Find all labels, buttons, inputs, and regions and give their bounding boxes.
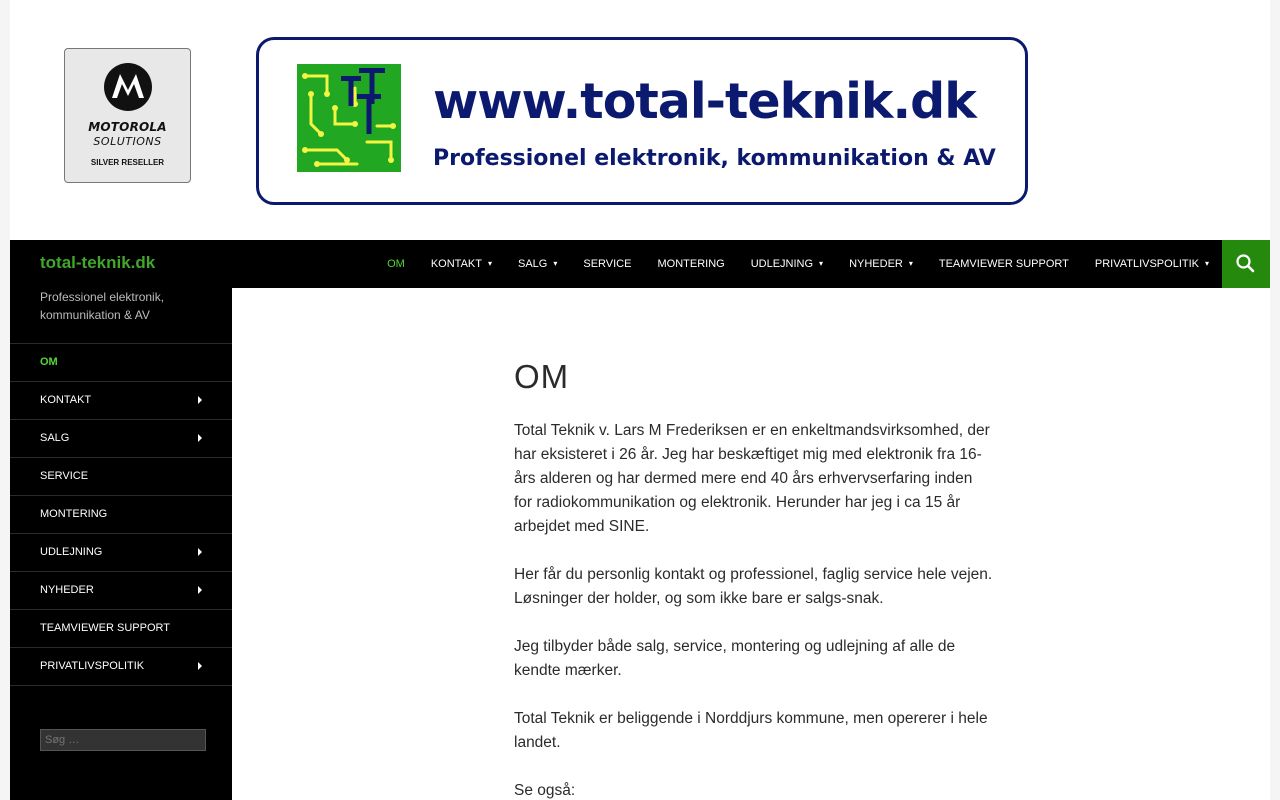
sidebar-item-label: PRIVATLIVSPOLITIK xyxy=(40,660,145,672)
sidebar-item-om[interactable] xyxy=(10,344,232,382)
sidebar-item-label: NYHEDER xyxy=(40,584,94,596)
caret-down-icon: ▾ xyxy=(908,259,913,268)
top-nav-label: TEAMVIEWER SUPPORT xyxy=(938,258,1069,270)
top-nav-item-service[interactable] xyxy=(570,240,644,288)
caret-right-icon[interactable] xyxy=(198,662,202,670)
reseller-sub: SOLUTIONS xyxy=(93,135,162,148)
sidebar-menu xyxy=(10,343,232,686)
header-banner xyxy=(10,0,1270,240)
top-nav-item-salg[interactable] xyxy=(505,240,570,288)
site-title-link[interactable]: total-teknik.dk xyxy=(40,253,156,272)
caret-right-icon[interactable] xyxy=(198,396,202,404)
top-nav-label: UDLEJNING xyxy=(750,258,814,270)
top-nav-item-nyheder[interactable] xyxy=(836,240,926,288)
sidebar-item-service[interactable] xyxy=(10,458,232,496)
sidebar-item-salg[interactable] xyxy=(10,420,232,458)
motorola-reseller-badge[interactable] xyxy=(64,48,191,183)
top-nav-bar xyxy=(10,240,1270,288)
content-paragraph: Her får du personlig kontakt og professionel, faglig service hele vejen. Løsninger der holder, og som ikke bare er salgs-snak. xyxy=(514,566,993,607)
top-nav-label: KONTAKT xyxy=(430,258,482,270)
top-nav-item-montering[interactable] xyxy=(644,240,737,288)
top-nav-label: MONTERING xyxy=(657,258,725,270)
sidebar-item-udlejning[interactable] xyxy=(10,534,232,572)
primary-menu xyxy=(374,240,1222,288)
top-nav-label: SALG xyxy=(518,258,548,270)
caret-down-icon: ▾ xyxy=(1204,259,1209,268)
top-nav-item-udlejning[interactable] xyxy=(738,240,836,288)
top-nav-item-kontakt[interactable] xyxy=(418,240,505,288)
search-toggle-button[interactable] xyxy=(1222,240,1270,288)
sidebar-item-label: OM xyxy=(40,356,58,368)
banner-slogan: Professionel elektronik, kommunikation & AV xyxy=(433,146,996,171)
top-nav-label: OM xyxy=(387,258,405,270)
circuit-board-logo-icon xyxy=(297,64,401,172)
sidebar-item-kontakt[interactable] xyxy=(10,382,232,420)
banner-url: www.total-teknik.dk xyxy=(433,73,976,130)
entry-content xyxy=(514,419,994,800)
search-icon xyxy=(1222,240,1270,288)
site-tagline: Professionel elektronik, kommunikation & AV xyxy=(40,290,165,322)
total-teknik-banner[interactable] xyxy=(256,37,1028,205)
caret-right-icon[interactable] xyxy=(198,548,202,556)
top-nav-item-teamviewer-support[interactable] xyxy=(926,240,1082,288)
sidebar-item-nyheder[interactable] xyxy=(10,572,232,610)
sidebar xyxy=(10,288,232,800)
top-nav-item-om[interactable] xyxy=(374,240,418,288)
page-title: OM xyxy=(514,358,570,395)
reseller-brand: MOTOROLA xyxy=(88,120,167,134)
sidebar-item-label: KONTAKT xyxy=(40,394,92,406)
sidebar-item-label: MONTERING xyxy=(40,508,108,520)
caret-right-icon[interactable] xyxy=(198,434,202,442)
content-paragraph: Jeg tilbyder både salg, service, montering og udlejning af alle de kendte mærker. xyxy=(514,638,956,679)
sidebar-item-label: SERVICE xyxy=(40,470,89,482)
search-input[interactable] xyxy=(40,729,206,751)
sidebar-item-montering[interactable] xyxy=(10,496,232,534)
motorola-logo-icon xyxy=(104,63,152,111)
top-nav-label: SERVICE xyxy=(583,258,632,270)
top-nav-item-privatlivspolitik[interactable] xyxy=(1082,240,1222,288)
content-paragraph: Se også: xyxy=(514,782,576,799)
sidebar-item-privatlivspolitik[interactable] xyxy=(10,648,232,686)
caret-down-icon: ▾ xyxy=(819,259,824,268)
top-nav-label: NYHEDER xyxy=(849,258,903,270)
sidebar-item-teamviewer-support[interactable] xyxy=(10,610,232,648)
caret-down-icon: ▾ xyxy=(553,259,558,268)
sidebar-item-label: TEAMVIEWER SUPPORT xyxy=(40,622,170,634)
caret-down-icon: ▾ xyxy=(487,259,492,268)
page xyxy=(10,0,1270,800)
sidebar-item-label: SALG xyxy=(40,432,70,444)
content-paragraph: Total Teknik er beliggende i Norddjurs kommune, men opererer i hele landet. xyxy=(514,710,988,751)
sidebar-item-label: UDLEJNING xyxy=(40,546,103,558)
top-nav-label: PRIVATLIVSPOLITIK xyxy=(1094,258,1199,270)
content-paragraph: Total Teknik v. Lars M Frederiksen er en enkeltmandsvirksomhed, der har eksisteret i 26 år. Jeg har beskæftiget mig med elektronik fra 16-års alderen og har dermed mere end 40 års erhvervserfaring inden for radiokommunikation og elektronik. Herunder har jeg i ca 15 år arbejdet med SINE. xyxy=(514,422,990,535)
caret-right-icon[interactable] xyxy=(198,586,202,594)
reseller-tier: SILVER RESELLER xyxy=(90,158,165,167)
